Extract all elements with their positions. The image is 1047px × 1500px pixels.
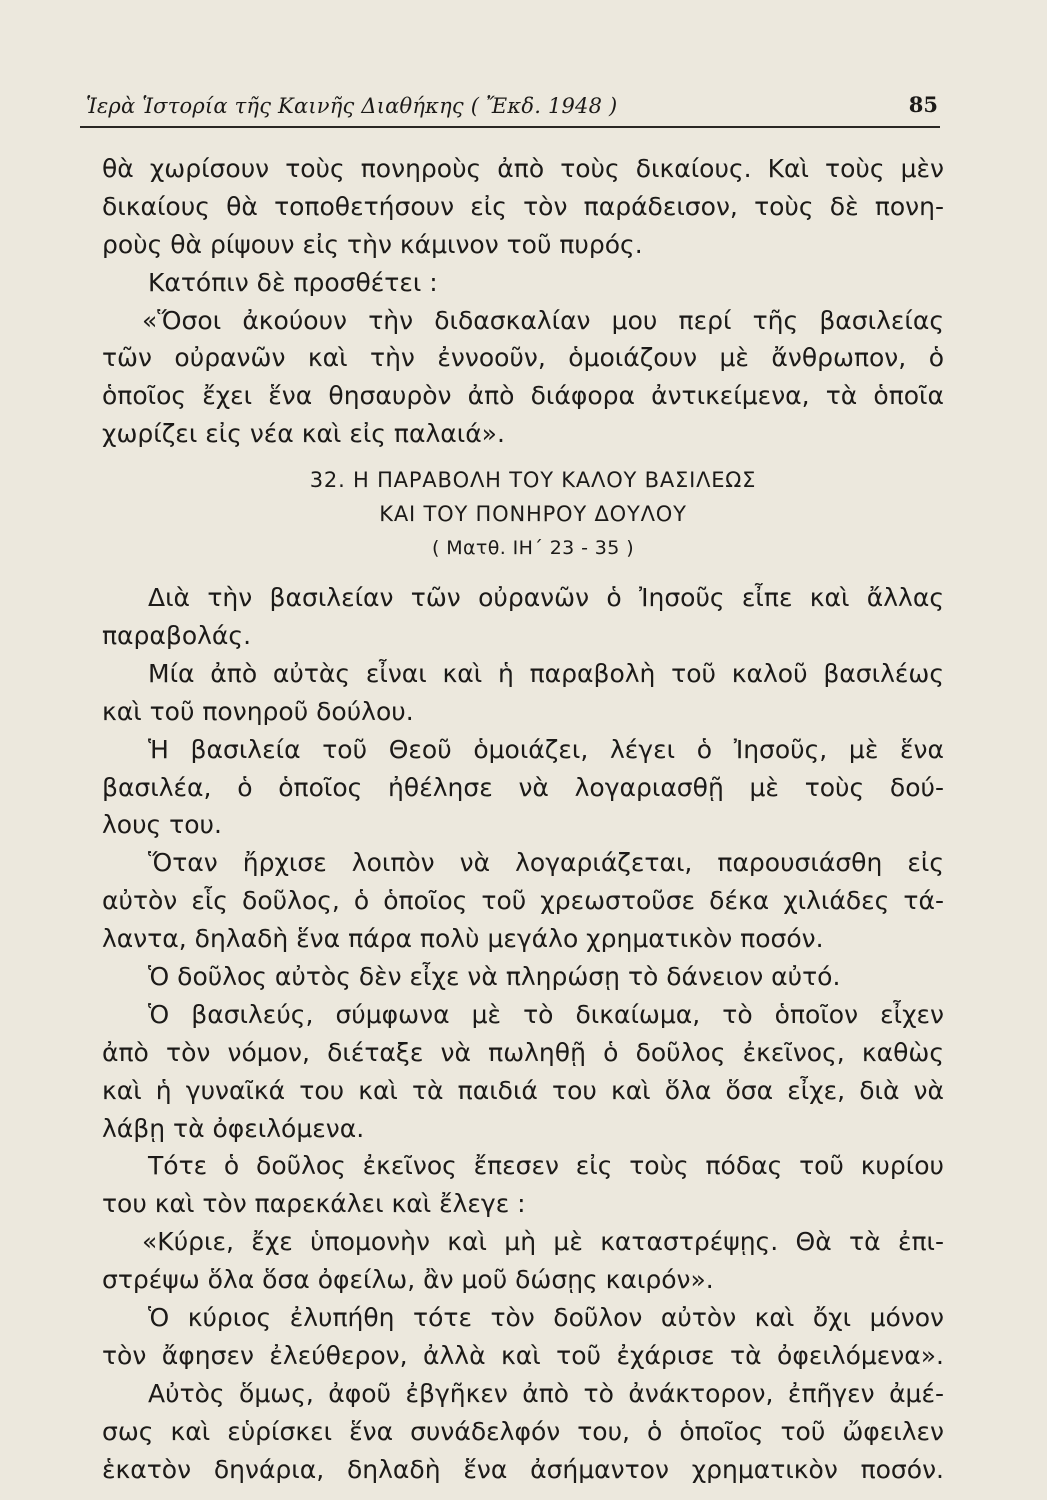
text-line: καὶ ἡ γυναῖκά του καὶ τὰ παιδιά του καὶ ὅλα ὅσα εἶχε, διὰ νὰ xyxy=(102,1075,944,1105)
text-line: σως καὶ εὑρίσκει ἕνα συνάδελφόν του, ὁ ὁποῖος τοῦ ὤφειλεν xyxy=(102,1416,944,1446)
running-head: Ἱερὰ Ἱστορία τῆς Καινῆς Διαθήκης ( Ἔκδ. 1948 ) xyxy=(86,94,618,118)
text-line: λαντα, δηλαδὴ ἕνα πάρα πολὺ μεγάλο χρηματικὸν ποσόν. xyxy=(102,924,824,954)
text-line: ἑκατὸν δηνάρια, δηλαδὴ ἕνα ἀσήμαντον χρηματικὸν ποσόν. xyxy=(102,1454,944,1484)
text-line: Διὰ τὴν βασιλείαν τῶν οὐρανῶν ὁ Ἰησοῦς εἶπε καὶ ἄλλας xyxy=(148,583,944,613)
text-line: Ὁ δοῦλος αὐτὸς δὲν εἶχε νὰ πληρώσῃ τὸ δάνειον αὐτό. xyxy=(148,962,841,992)
text-line: παραβολάς. xyxy=(102,621,252,651)
scripture-reference: ( Ματθ. ΙΗ΄ 23 - 35 ) xyxy=(431,537,635,560)
section-title: 32. Η ΠΑΡΑΒΟΛΗ ΤΟΥ ΚΑΛΟΥ ΒΑΣΙΛΕΩΣ xyxy=(309,468,757,493)
text-line: θὰ χωρίσουν τοὺς πονηροὺς ἀπὸ τοὺς δικαίους. Καὶ τοὺς μὲν xyxy=(102,154,944,183)
text-line: Κατόπιν δὲ προσθέτει : xyxy=(148,267,438,297)
text-line: καὶ τοῦ πονηροῦ δούλου. xyxy=(102,696,414,726)
text-line: «Κύριε, ἔχε ὑπομονὴν καὶ μὴ μὲ καταστρέψῃς. Θὰ τὰ ἐπι- xyxy=(142,1227,944,1257)
text-line: ὁποῖος ἔχει ἕνα θησαυρὸν ἀπὸ διάφορα ἀντικείμενα, τὰ ὁποῖα xyxy=(102,381,944,411)
text-line: βασιλέα, ὁ ὁποῖος ἠθέλησε νὰ λογαριασθῇ μὲ τοὺς δού- xyxy=(102,772,944,802)
text-line: «Ὅσοι ἀκούουν τὴν διδασκαλίαν μου περί τῆς βασιλείας xyxy=(142,305,944,335)
page-number: 85 xyxy=(908,92,938,117)
text-line: Ὁ βασιλεύς, σύμφωνα μὲ τὸ δικαίωμα, τὸ ὁποῖον εἶχεν xyxy=(148,999,944,1029)
text-line: ἀπὸ τὸν νόμον, διέταξε νὰ πωληθῇ ὁ δοῦλος ἐκεῖνος, καθὼς xyxy=(102,1037,944,1067)
text-line: λους του. xyxy=(102,810,222,840)
page-header xyxy=(80,92,940,128)
text-line: τῶν οὐρανῶν καὶ τὴν ἐννοοῦν, ὁμοιάζουν μὲ ἄνθρωπον, ὁ xyxy=(102,343,944,373)
text-line: λάβῃ τὰ ὀφειλόμενα. xyxy=(102,1113,365,1143)
text-line: Ὁ κύριος ἐλυπήθη τότε τὸν δοῦλον αὐτὸν καὶ ὄχι μόνον xyxy=(148,1303,944,1333)
text-line: Ὅταν ἤρχισε λοιπὸν νὰ λογαριάζεται, παρουσιάσθη εἰς xyxy=(148,848,944,878)
text-line: χωρίζει εἰς νέα καὶ εἰς παλαιά». xyxy=(102,419,505,449)
text-line: τὸν ἄφησεν ἐλεύθερον, ἀλλὰ καὶ τοῦ ἐχάρισε τὰ ὀφειλόμενα». xyxy=(102,1340,944,1370)
text-line: Τότε ὁ δοῦλος ἐκεῖνος ἔπεσεν εἰς τοὺς πόδας τοῦ κυρίου xyxy=(148,1151,944,1181)
text-line: Μία ἀπὸ αὐτὰς εἶναι καὶ ἡ παραβολὴ τοῦ καλοῦ βασιλέως xyxy=(148,658,944,688)
text-line: δικαίους θὰ τοποθετήσουν εἰς τὸν παράδεισον, τοὺς δὲ πονη- xyxy=(102,191,944,221)
text-line: αὐτὸν εἷς δοῦλος, ὁ ὁποῖος τοῦ χρεωστοῦσε δέκα χιλιάδες τά- xyxy=(102,886,944,916)
text-line: του καὶ τὸν παρεκάλει καὶ ἔλεγε : xyxy=(102,1189,526,1219)
text-line: Αὐτὸς ὅμως, ἀφοῦ ἐβγῆκεν ἀπὸ τὸ ἀνάκτορον, ἐπῆγεν ἀμέ- xyxy=(148,1378,944,1408)
section-title-continued: ΚΑΙ ΤΟΥ ΠΟΝΗΡΟΥ ΔΟΥΛΟΥ xyxy=(379,502,687,527)
text-line: ροὺς θὰ ρίψουν εἰς τὴν κάμινον τοῦ πυρός. xyxy=(102,229,643,259)
text-line: στρέψω ὅλα ὅσα ὀφείλω, ἂν μοῦ δώσῃς καιρόν». xyxy=(102,1265,714,1295)
text-line: Ἡ βασιλεία τοῦ Θεοῦ ὁμοιάζει, λέγει ὁ Ἰησοῦς, μὲ ἕνα xyxy=(148,734,944,764)
page-body xyxy=(102,150,944,1489)
